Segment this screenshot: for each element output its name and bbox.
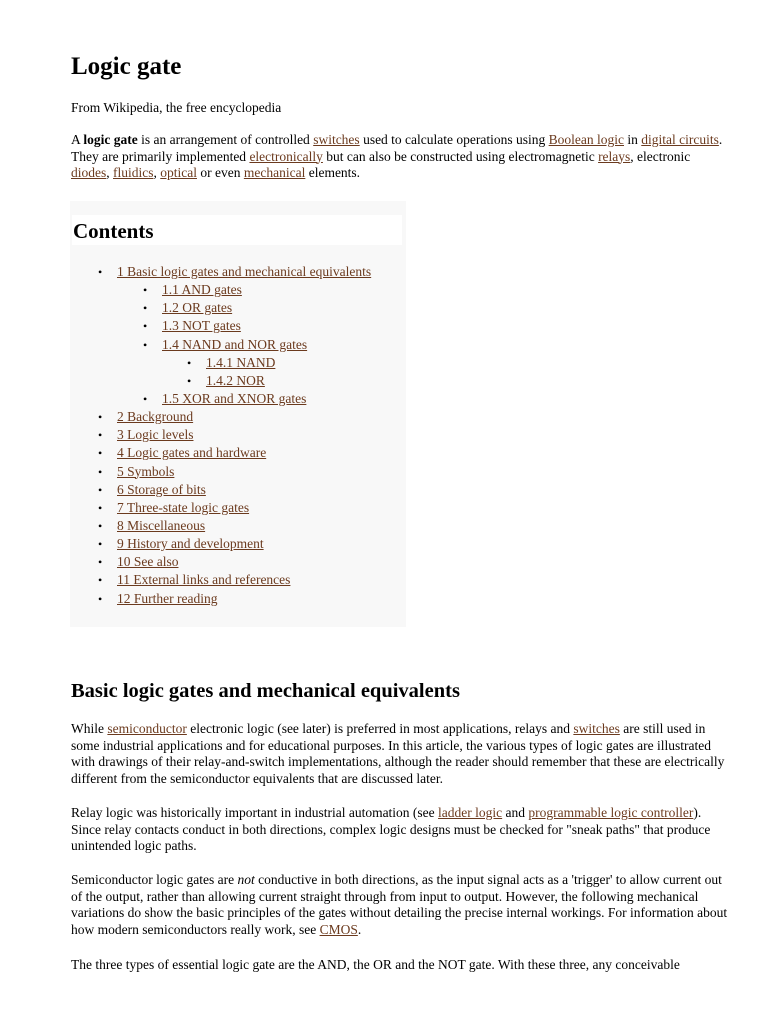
bullet-icon: • — [98, 428, 103, 443]
bullet-icon: • — [143, 283, 148, 298]
source-line: From Wikipedia, the free encyclopedia — [71, 100, 282, 115]
bullet-icon: • — [98, 464, 103, 479]
body-paragraph: The three types of essential logic gate are the AND, the OR and the NOT gate. With these three, any conceivable — [71, 957, 680, 972]
link-programmable-logic-controller[interactable]: programmable logic controller — [528, 805, 694, 820]
body-paragraph: Semiconductor logic gates are not conductive in both directions, as the input signal acts as a 'trigger' to allow current out of the output, rather than allowing current straight through from input to output. However, the following mechanical variations do show the basic principles of the gates without detailing the precise internal workings. For information about how modern semiconductors really work, see CMOS. — [71, 872, 728, 937]
link-fluidics[interactable]: fluidics — [113, 165, 154, 180]
bullet-icon: • — [98, 265, 103, 279]
bullet-icon: • — [98, 591, 103, 606]
toc-link[interactable]: 1.1 AND gates — [162, 282, 242, 298]
toc-link[interactable]: 12 Further reading — [117, 590, 218, 606]
link-relays[interactable]: relays — [598, 148, 631, 164]
bullet-icon: • — [98, 518, 103, 533]
bullet-icon: • — [98, 410, 103, 425]
toc-link[interactable]: 10 See also — [117, 554, 179, 570]
toc-link[interactable]: 3 Logic levels — [117, 427, 194, 443]
term-logic-gate: logic gate — [83, 132, 138, 147]
table-of-contents — [70, 201, 406, 627]
bullet-icon: • — [143, 391, 148, 406]
toc-link[interactable]: 5 Symbols — [117, 463, 175, 479]
bullet-icon: • — [143, 301, 148, 316]
link-switches[interactable]: switches — [313, 132, 360, 147]
bullet-icon: • — [98, 555, 103, 570]
toc-link[interactable]: 1 Basic logic gates and mechanical equivalents — [117, 264, 372, 279]
toc-link[interactable]: 7 Three-state logic gates — [117, 499, 250, 515]
section-heading: Basic logic gates and mechanical equivalents — [71, 680, 460, 702]
bullet-icon: • — [98, 537, 103, 552]
emphasis-not: not — [237, 872, 255, 887]
bullet-icon: • — [187, 373, 192, 388]
bullet-icon: • — [98, 482, 103, 497]
bullet-icon: • — [143, 319, 148, 334]
link-ladder-logic[interactable]: ladder logic — [438, 805, 503, 820]
link-mechanical[interactable]: mechanical — [243, 165, 306, 180]
link-optical[interactable]: optical — [160, 165, 197, 180]
intro-paragraph: A logic gate is an arrangement of controlled switches used to calculate operations using Boolean logic in digital circuits. They are primarily implemented electronically but can also be constructed using electromagnetic relays, electronic diodes, fluidics, optical or even mechanical elements. — [71, 132, 723, 180]
toc-link[interactable]: 1.4 NAND and NOR gates — [162, 336, 308, 352]
page-title: Logic gate — [71, 53, 182, 80]
link-electronically[interactable]: electronically — [249, 148, 323, 164]
toc-link[interactable]: 1.4.1 NAND — [206, 354, 276, 370]
bullet-icon: • — [98, 500, 103, 515]
toc-link[interactable]: 1.2 OR gates — [162, 300, 233, 316]
link-switches[interactable]: switches — [573, 721, 620, 736]
toc-title: Contents — [73, 219, 154, 243]
toc-link[interactable]: 1.3 NOT gates — [162, 318, 241, 334]
link-digital-circuits[interactable]: digital circuits — [641, 132, 719, 147]
bullet-icon: • — [98, 573, 103, 588]
body-paragraph: While semiconductor electronic logic (see later) is preferred in most applications, relays and switches are still used in some industrial applications and for educational purposes. In this article, the various types of logic gates are illustrated with drawings of their relay-and-switch implementations, although the reader should remember that these are electrically different from the semiconductor equivalents that are discussed later. — [71, 721, 725, 786]
bullet-icon: • — [98, 446, 103, 461]
link-semiconductor[interactable]: semiconductor — [107, 721, 187, 736]
body-paragraph: Relay logic was historically important in industrial automation (see ladder logic and programmable logic controller). Since relay contacts conduct in both directions, complex logic designs must be checked for "sneak paths" that produce unintended logic paths. — [71, 805, 711, 853]
bullet-icon: • — [187, 355, 192, 370]
toc-link[interactable]: 1.4.2 NOR — [206, 372, 265, 388]
toc-link[interactable]: 6 Storage of bits — [117, 481, 206, 497]
toc-link[interactable]: 1.5 XOR and XNOR gates — [162, 390, 307, 406]
toc-link[interactable]: 11 External links and references — [117, 572, 291, 588]
toc-link[interactable]: 9 History and development — [117, 536, 264, 552]
link-diodes[interactable]: diodes — [71, 165, 107, 180]
toc-link[interactable]: 8 Miscellaneous — [117, 517, 206, 533]
link-cmos[interactable]: CMOS — [319, 921, 358, 937]
link-boolean-logic[interactable]: Boolean logic — [548, 132, 624, 147]
toc-link[interactable]: 2 Background — [117, 409, 194, 425]
toc-link[interactable]: 4 Logic gates and hardware — [117, 445, 267, 461]
bullet-icon: • — [143, 337, 148, 352]
